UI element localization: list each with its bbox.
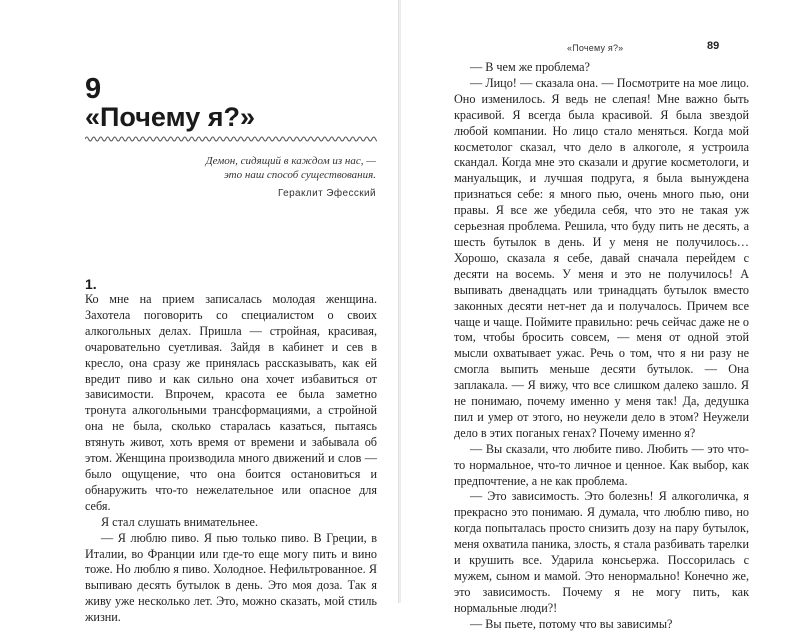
running-head: «Почему я?» xyxy=(567,43,624,53)
body-paragraph: Я стал слушать внимательнее. xyxy=(101,514,258,529)
epigraph-author: Гераклит Эфесский xyxy=(277,188,376,199)
body-paragraph: — Вы сказали, что любите пиво. Любить — это что-то нормальное, что-то личное и ценное. Как выбор, как предпочтение, а не как проблема. xyxy=(454,441,749,488)
left-body-text xyxy=(85,292,377,626)
body-paragraph: — Я люблю пиво. Я пью только пиво. В Греции, в Италии, во Франции или где-то еще могу пить и вино тоже. Но люблю я пиво. Холодное. Нефильтрованное. Я выпиваю десять бутылок в день. Это моя доза. Так я живу уже несколько лет. Это, можно сказать, мой стиль жизни. xyxy=(85,530,377,625)
left-page xyxy=(0,0,398,625)
page-number: 89 xyxy=(707,40,720,52)
body-paragraph: — Лицо! — сказала она. — Посмотрите на мое лицо. Оно изменилось. Я ведь не слепая! Мне важно быть красивой. Я всегда была красивой. Я была звездой любой компании. Но лицо стало меняться. Когда мой косметолог сказал, что дело в алкоголе, я устроила скандал. Когда мне это сказали и другие косметологи, и мануальщик, и лучшая подруга, я была вынуждена признаться себе: я много пью, очень много пью, они правы. Я все же убедила себя, что это не такая уж серьезная проблема. Решила, что буду пить не десять, а шесть бутылок в день. И у меня не получилось… Хорошо, сказала я себе, давай сначала перейдем с десяти на восемь. У меня и это не получилось! А выпивать двенадцать или тринадцать бутылок вместо законных десяти нет-нет да и получалось. Причем все чаще и чаще. Поймите правильно: речь сейчас даже не о том, чтобы бросить совсем, — меня от одной этой мысли охватывает ужас. Речь о том, что я ни разу не смогла выпить меньше десяти бутылок. — Она заплакала. — Я вижу, что все слишком далеко зашло. Я не понимаю, почему именно у меня так! Да, дедушка пил и умер от этого, но неужели дело в этом? Неужели дело в этих поганых генах? Почему именно я? xyxy=(454,75,749,440)
body-paragraph: — В чем же проблема? xyxy=(470,60,590,74)
section-number: 1. xyxy=(85,276,97,292)
right-page xyxy=(401,0,800,631)
wavy-divider xyxy=(85,134,377,144)
chapter-number: 9 xyxy=(85,73,102,105)
epigraph xyxy=(120,154,376,199)
body-paragraph: — Это зависимость. Это болезнь! Я алкоголичка, я прекрасно это понимаю. Я думала, что люблю пиво, но когда попыталась просто снизить дозу на пару бутылок, меня охватила паника, злость, я стала разбивать тарелки и крушить все. Ударила консьержа. Поссорилась с мужем, сыном и мамой. Это ненормально! Конечно же, это зависимость. Почему я не могу пить, как нормальные люди?! xyxy=(454,489,749,615)
epigraph-line-2: это наш способ существования. xyxy=(223,169,376,181)
body-paragraph: Ко мне на прием записалась молодая женщина. Захотела поговорить со специалистом о своих алкогольных делах. Пришла — стройная, красивая, очаровательно суетливая. Зайдя в кабинет и сев в кресло, она сразу же принялась рассказывать, как ей вредит пиво и как сильно она хочет избавиться от зависимости. Впрочем, красота ее была заметно тронута алкогольными трансформациями, а стройной она не была, сколько старалась казаться, пытаясь втянуть живот, хоть время от времени и забывала об этом. Женщина производила много движений и слов — было ощущение, что она боится остановиться и обнаружить что-то нежелательное или опасное для себя. xyxy=(85,292,377,513)
epigraph-line-1: Демон, сидящий в каждом из нас, — xyxy=(205,155,376,167)
chapter-title: «Почему я?» xyxy=(85,102,255,132)
right-body-text xyxy=(454,60,749,633)
body-paragraph: — Вы пьете, потому что вы зависимы? xyxy=(470,616,673,631)
